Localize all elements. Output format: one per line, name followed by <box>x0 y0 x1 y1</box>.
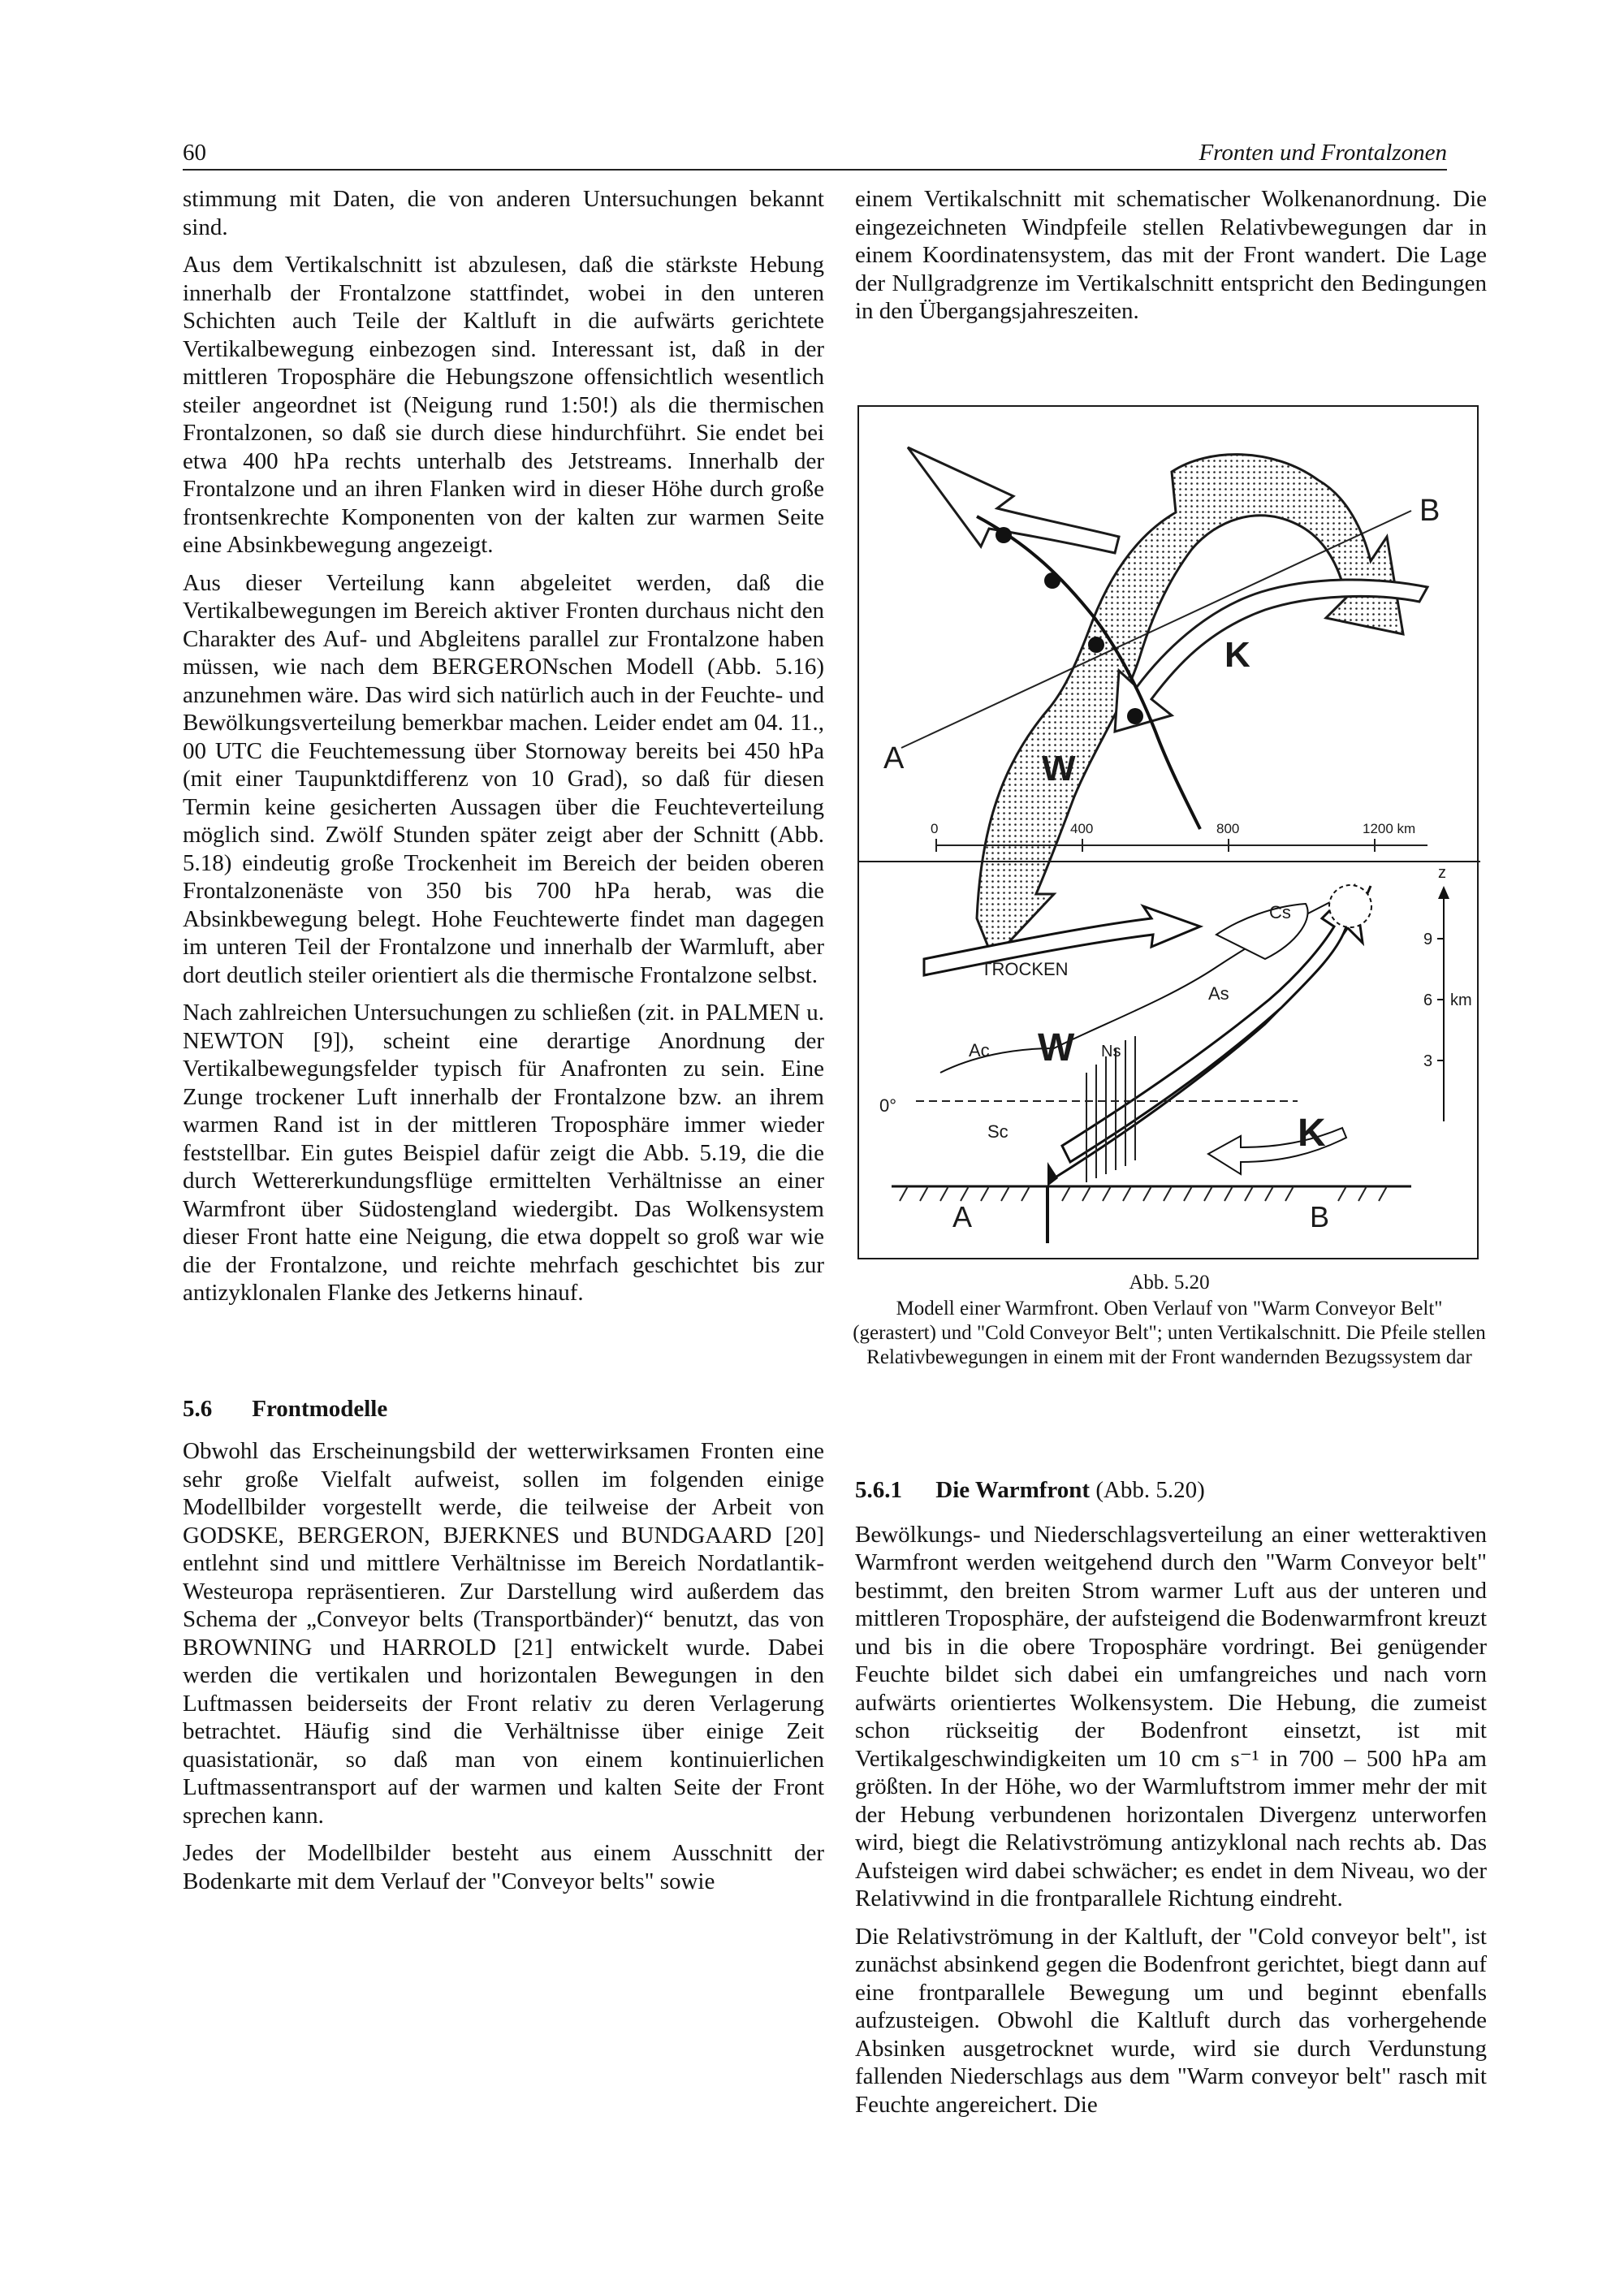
paragraph: Jedes der Modellbilder besteht aus einem Ausschnitt der Bodenkarte mit dem Verlauf der "Conveyor belts" sowie <box>183 1840 824 1894</box>
bottom-panel <box>879 864 1472 1243</box>
spacer <box>183 1317 824 1395</box>
scale-tick: 800 <box>1216 821 1240 836</box>
label-trocken: TROCKEN <box>981 959 1069 979</box>
paragraph: Bewölkungs- und Niederschlagsverteilung an einer wetteraktiven Warmfront werden weitgehend durch den "Warm Conveyor belt" bestimmt, den breiten Strom warmer Luft aus der unteren und mittleren Troposphäre, der aufsteigend die Bodenwarmfront kreuzt und bis in die obere Troposphäre vordringt. Bei genügender Feuchte bildet sich dabei ein umfangreiches und nach vorn aufwärts orientiertes Wolkensystem. Die Hebung, die zumeist schon rückseitig der Bodenfront einsetzt, ist mit Vertikalgeschwindigkeiten um 10 cm s⁻¹ in 700 – 500 hPa am größten. In der Höhe, wo der Warmluftstrom immer mehr der mit der Hebung verbundenen horizontalen Divergenz unterworfen wird, biegt die Relativströmung antizyklonal nach rechts ab. Das Aufsteigen wird dabei schwächer; es endet in dem Niveau, wo der Relativwind in die frontparallele Richtung eindreht. <box>855 1521 1487 1911</box>
paragraph: Nach zahlreichen Untersuchungen zu schließen (zit. in PALMEN u. NEWTON [9]), scheint eine derartige Anordnung der Vertikalbewegungsfelder typisch für Anafronten zu sein. Eine Zunge trockener Luft innerhalb der Frontalzone bzw. an ihrem warmen Rand ist in der mittleren Troposphäre immer wieder feststellbar. Ein gutes Beispiel dafür zeigt die Abb. 5.19, die die durch Wettererkundungsflüge ermittelten Verhältnisse an einer Warmfront über Südostengland wiedergibt. Das Wolkensystem dieser Front hatte eine Neigung, die etwa doppelt so groß war wie die der Frontalzone, und reichte mehrfach geschichtet bis zur antizyklonalen Flanke des Jetkerns hinauf. <box>183 1000 824 1306</box>
section-heading <box>183 1395 824 1423</box>
front-symbol <box>1127 708 1143 724</box>
cirrostratus-cloud <box>1216 904 1308 959</box>
label-w: W <box>1042 749 1076 788</box>
page-header <box>183 136 1447 171</box>
section-reference: (Abb. 5.20) <box>1095 1477 1205 1503</box>
label-a: A <box>952 1200 973 1233</box>
front-symbol <box>996 527 1012 543</box>
running-title: Fronten und Frontalzonen <box>1199 140 1447 166</box>
label-cs: Cs <box>1269 902 1291 922</box>
right-column <box>855 185 1487 335</box>
jet-core <box>1329 885 1371 927</box>
figure-drawing <box>859 407 1480 1261</box>
section-number: 5.6.1 <box>855 1477 902 1503</box>
ground-hatch <box>900 1186 1387 1201</box>
label-zero-degree: 0° <box>879 1095 897 1116</box>
section-title: Frontmodelle <box>252 1395 388 1422</box>
front-symbol <box>1088 637 1104 653</box>
label-ac: Ac <box>969 1040 990 1060</box>
caption-label: Abb. 5.20 <box>1129 1272 1210 1294</box>
page-number: 60 <box>183 140 206 166</box>
section-number: 5.6 <box>183 1395 213 1422</box>
axis-tick: 6 <box>1423 991 1433 1009</box>
paragraph: Aus dieser Verteilung kann abgeleitet werden, daß die Vertikalbewegungen im Bereich aktiver Fronten durchaus nicht den Charakter des Auf- und Abgleitens parallel zur Frontalzone haben müssen, wie nach dem BERGERONschen Modell (Abb. 5.16) anzunehmen wäre. Das wird sich natürlich auch in der Feuchte- und Bewölkungsverteilung bemerkbar machen. Leider endet am 04. 11., 00 UTC die Feuchtemessung über Stornoway bereits bei 450 hPa (mit einer Taupunktdifferenz von 10 Grad), so daß für diesen Termin keine gesicherten Aussagen über die Feuchteverteilung möglich sind. Zwölf Stunden später zeigt aber der Schnitt (Abb. 5.18) eindeutig große Trockenheit im Bereich der beiden oberen Frontalzonenäste von 350 bis 700 hPa herab, was die Absinkbewegung belegt. Hohe Feuchtewerte findet man dagegen im unteren Teil der Frontalzone und innerhalb der Warmluft, aber dort deutlich steiler orientiert als die thermische Frontalzone selbst. <box>183 569 824 988</box>
label-a: A <box>883 741 905 775</box>
paragraph: Aus dem Vertikalschnitt ist abzulesen, daß die stärkste Hebung innerhalb der Frontalzone stattfindet, wobei in den unteren Schichten auch Teile der Kaltluft in die aufwärts gerichtete Vertikalbewegung einbezogen sind. Interessant ist, daß in der mittleren Troposphäre die Hebungszone offensichtlich wesentlich steiler angeordnet ist (Neigung rund 1:50!) als die thermischen Frontalzonen, so daß sie durch diese hindurchführt. Sie endet bei etwa 400 hPa rechts unterhalb des Jetstreams. Innerhalb der Frontalzone und an ihren Flanken wird in dieser Höhe durch große frontsenkrechte Komponenten von der kalten zur warmen Seite eine Absinkbewegung angezeigt. <box>183 252 824 558</box>
paragraph: einem Vertikalschnitt mit schematischer Wolkenanordnung. Die eingezeichneten Windpfeile stellen Relativbewegungen dar in einem Koordinatensystem, das mit der Front wandert. Die Lage der Nullgradgrenze im Vertikalschnitt entspricht den Bedingungen in den Übergangsjahreszeiten. <box>855 186 1487 324</box>
axis-tick: 9 <box>1423 931 1433 948</box>
label-k: K <box>1298 1112 1326 1155</box>
paragraph: Die Relativströmung in der Kaltluft, der "Cold conveyor belt", ist zunächst absinkend gegen die Bodenfront gerichtet, biegt dann auf eine frontparallele Bewegung um und beginnt ebenfalls aufzusteigen. Obwohl die Kaltluft durch das vorhergehende Absinken ausgetrocknet wurde, wird sie durch Verdunstung fallenden Niederschlags aus dem "Warm conveyor belt" rasch mit Feuchte angereichert. Die <box>855 1923 1487 2118</box>
scale-tick: 0 <box>931 821 939 836</box>
section-title: Die Warmfront <box>935 1477 1091 1503</box>
left-column <box>183 185 824 1905</box>
paragraph: stimmung mit Daten, die von anderen Untersuchungen bekannt sind. <box>183 186 824 240</box>
right-column-lower <box>855 1476 1487 2128</box>
label-b: B <box>1419 494 1440 528</box>
axis-unit: km <box>1450 991 1472 1009</box>
label-as: As <box>1208 983 1229 1004</box>
figure-warm-front <box>857 405 1479 1259</box>
axis-tick: 3 <box>1423 1052 1433 1070</box>
label-k: K <box>1224 635 1250 675</box>
label-b: B <box>1310 1200 1330 1233</box>
scale-tick: 1200 km <box>1363 821 1416 836</box>
scale-tick: 400 <box>1070 821 1094 836</box>
paragraph: Obwohl das Erscheinungsbild der wetterwirksamen Fronten eine sehr große Vielfalt aufweist, sollen im folgenden einige Modellbilder vorgestellt werde, die teilweise der Arbeit von GODSKE, BERGERON, BJERKNES und BUNDGAARD [20] entlehnt sind und mittlere Verhältnisse im Bereich Nordatlantik-Westeuropa repräsentieren. Zur Darstellung wird außerdem das Schema der „Conveyor belts (Transportbänder)“ benutzt, das von BROWNING und HARROLD [21] entwickelt wurde. Dabei werden die vertikalen und horizontalen Bewegungen in den Luftmassen beiderseits der Front relativ zu deren Verlagerung betrachtet. Häufig sind die Verhältnisse über einige Zeit quasistationär, so daß man von einem kontinuierlichen Luftmassentransport auf der warmen und kalten Seite der Front sprechen kann. <box>183 1438 824 1829</box>
figure-caption <box>853 1271 1486 1370</box>
label-ns: Ns <box>1101 1043 1121 1060</box>
axis-label-z: z <box>1438 864 1446 882</box>
caption-text: Modell einer Warmfront. Oben Verlauf von "Warm Conveyor Belt" (gerastert) und "Cold Conveyor Belt"; unten Vertikalschnitt. Die Pfeile stellen Relativbewegungen in einem mit der Front wandernden Bezugssystem dar <box>853 1298 1486 1368</box>
label-w: W <box>1038 1026 1075 1069</box>
top-panel <box>883 447 1440 959</box>
section-heading <box>855 1476 1487 1505</box>
label-sc: Sc <box>987 1121 1009 1142</box>
front-symbol <box>1044 572 1060 589</box>
